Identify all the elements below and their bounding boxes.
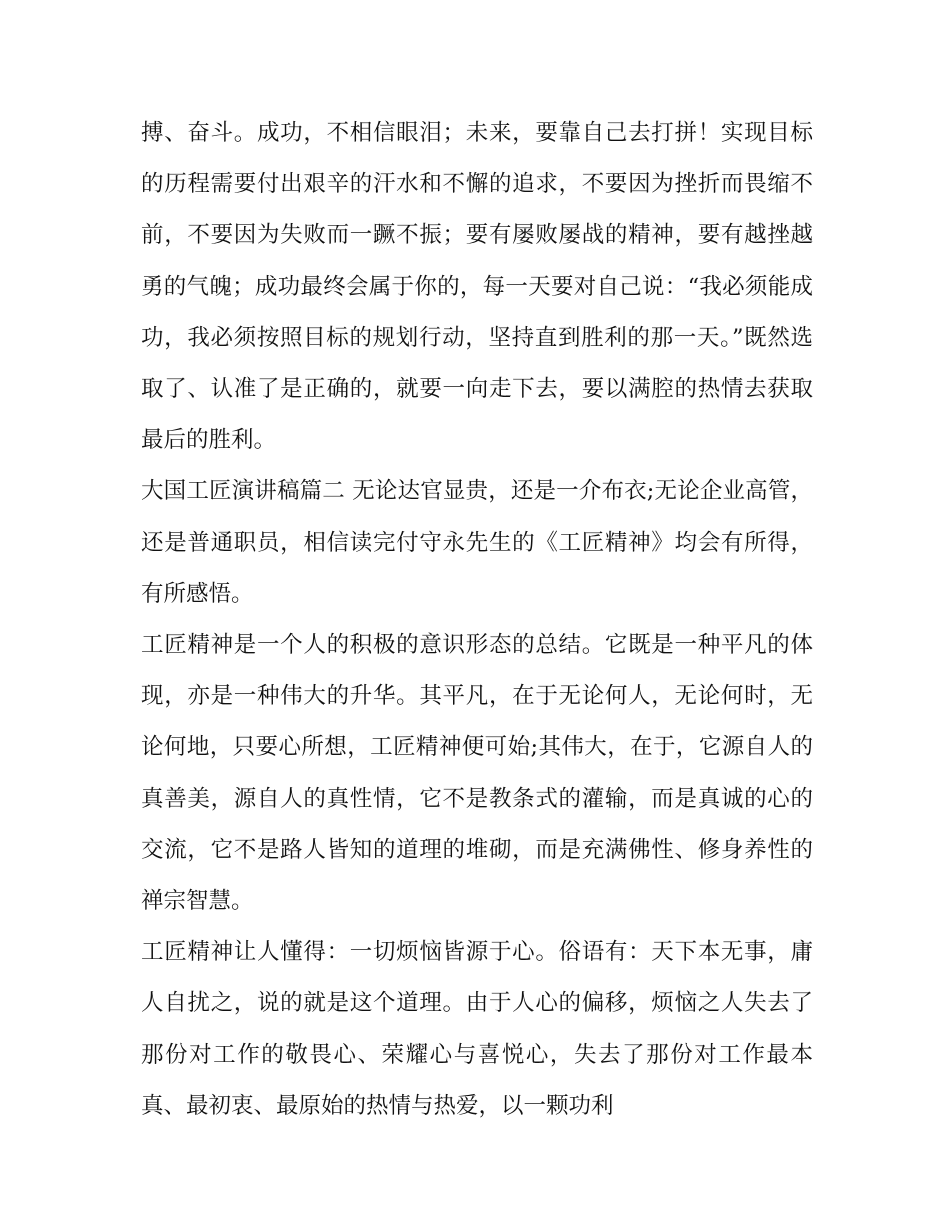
paragraph-3: 工匠精神是一个人的积极的意识形态的总结。它既是一种平凡的体现，亦是一种伟大的升华。其平凡，在于无论何人，无论何时，无论何地，只要心所想，工匠精神便可始;其伟大，在于，它源自人的真善美，源自人的真性情，它不是教条式的灌输，而是真诚的心的交流，它不是路人皆知的道理的堆砌，而是充满佛性、修身养性的禅宗智慧。: [141, 632, 813, 915]
paragraph-1: 搏、奋斗。成功，不相信眼泪；未来，要靠自己去打拼！实现目标的历程需要付出艰辛的汗水和不懈的追求，不要因为挫折而畏缩不前，不要因为失败而一蹶不振；要有屡败屡战的精神，要有越挫越勇的气魄；成功最终会属于你的，每一天要对自己说：“我必须能成功，我必须按照目标的规划行动，坚持直到胜利的那一天。”既然选取了、认准了是正确的，就要一向走下去，要以满腔的热情去获取最后的胜利。: [141, 120, 813, 454]
paragraph-4: 工匠精神让人懂得：一切烦恼皆源于心。俗语有：天下本无事，庸人自扰之，说的就是这个道理。由于人心的偏移，烦恼之人失去了那份对工作的敬畏心、荣耀心与喜悦心，失去了那份对工作最本真、最初衷、最原始的热情与热爱，以一颗功利: [141, 939, 813, 1119]
document-body: [141, 108, 813, 1132]
paragraph-2: 大国工匠演讲稿篇二 无论达官显贵，还是一介布衣;无论企业高管，还是普通职员，相信读完付守永先生的《工匠精神》均会有所得，有所感悟。: [141, 478, 813, 607]
